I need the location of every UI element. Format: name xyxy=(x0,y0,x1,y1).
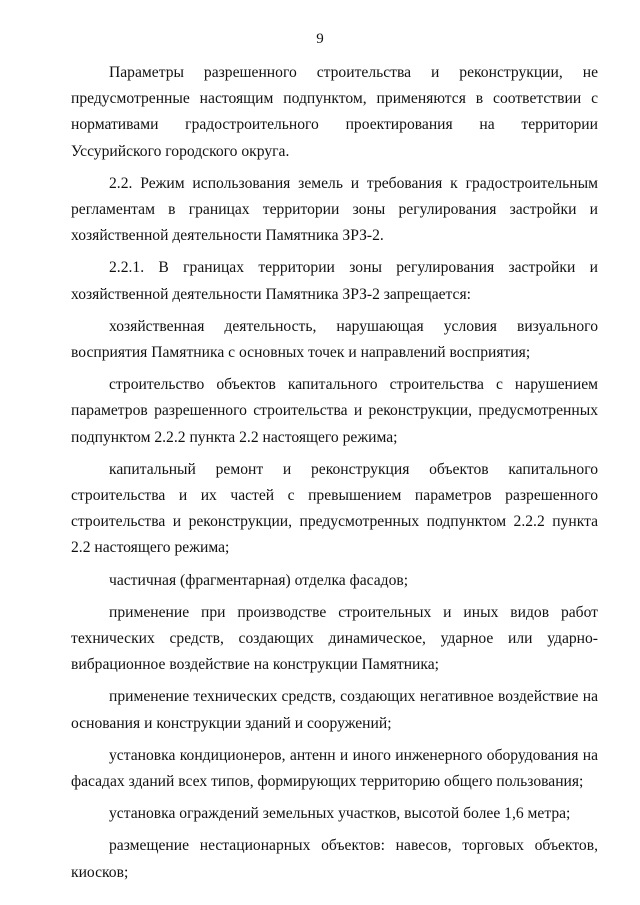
list-item: установка кондиционеров, антенн и иного инженерного оборудования на фасадах зданий всех типов, формирующих территорию общего пользования; xyxy=(71,746,598,791)
list-item: применение технических средств, создающих негативное воздействие на основания и конструкции зданий и сооружений; xyxy=(71,688,598,732)
paragraph-parameters-note: Параметры разрешенного строительства и реконструкции, не предусмотренные настоящим подпунктом, применяются в соответствии с нормативами градостроительного проектирования на территории Уссурийского городского округа. xyxy=(71,64,598,160)
list-item: размещение нестационарных объектов: навесов, торговых объектов, киосков; xyxy=(71,837,598,881)
list-item: хозяйственная деятельность, нарушающая условия визуального восприятия Памятника с основных точек и направлений восприятия; xyxy=(71,317,598,362)
subsection-2-2-1: 2.2.1. В границах территории зоны регулирования застройки и хозяйственной деятельности Памятника ЗРЗ-2 запрещается: xyxy=(71,259,598,303)
list-item: капитальный ремонт и реконструкция объектов капитального строительства и их частей с превышением параметров разрешенного строительства и реконструкции, предусмотренных подпунктом 2.2.2 пункта 2.2 настоящего режима; xyxy=(71,460,598,557)
document-body xyxy=(71,60,598,892)
list-item: строительство объектов капитального строительства с нарушением параметров разрешенного строительства и реконструкции, предусмотренных подпунктом 2.2.2 пункта 2.2 настоящего режима; xyxy=(71,376,598,446)
list-item: применение при производстве строительных и иных видов работ технических средств, создающих динамическое, ударное или ударно-вибрационное воздействие на конструкции Памятника; xyxy=(71,603,598,674)
section-heading-2-2: 2.2. Режим использования земель и требования к градостроительным регламентам в границах территории зоны регулирования застройки и хозяйственной деятельности Памятника ЗРЗ-2. xyxy=(71,174,598,245)
page-number: 9 xyxy=(316,31,324,47)
list-item: частичная (фрагментарная) отделка фасадов; xyxy=(109,571,409,589)
list-item: установка ограждений земельных участков, высотой более 1,6 метра; xyxy=(109,805,571,823)
